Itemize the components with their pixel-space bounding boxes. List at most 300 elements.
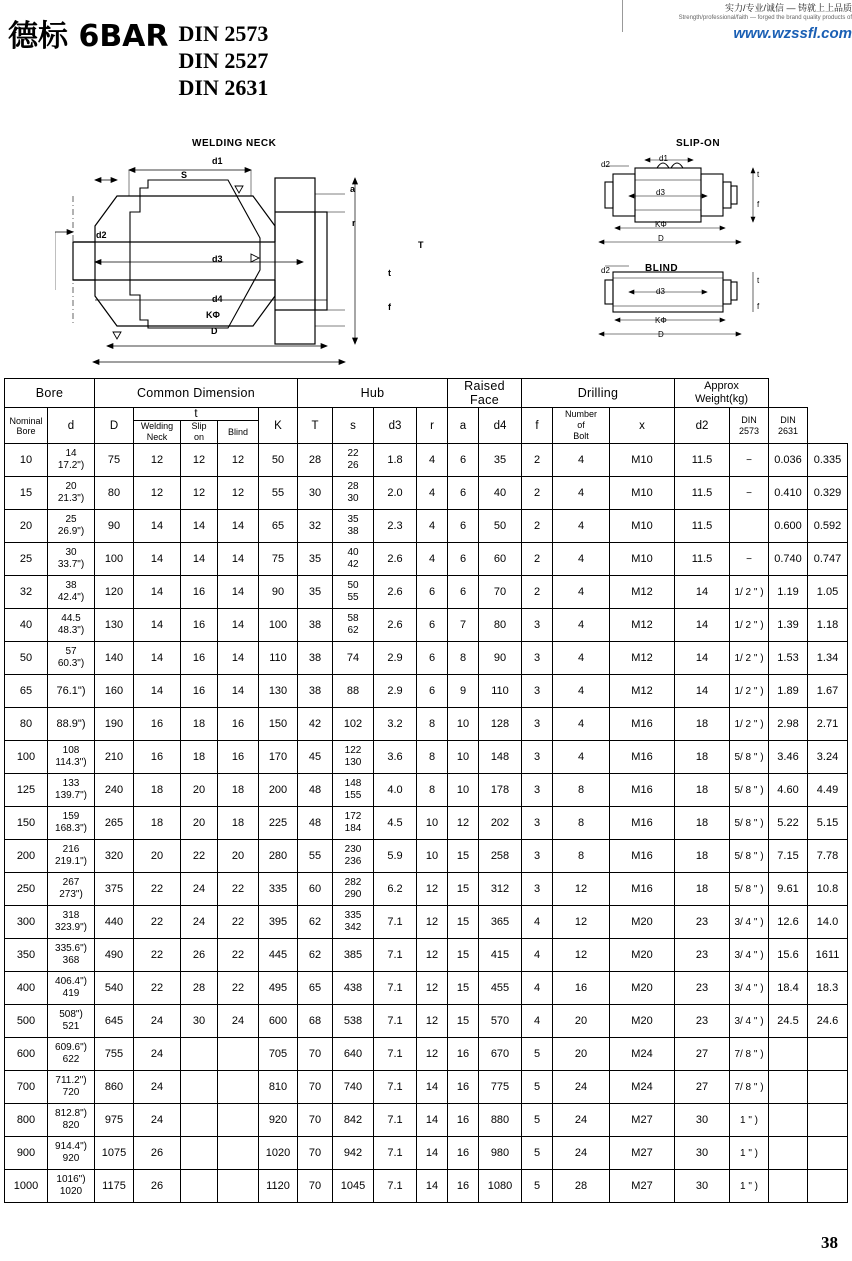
header-s: s <box>333 408 374 444</box>
header-t: t <box>134 408 259 421</box>
cell-d4: 455 <box>479 972 522 1005</box>
cell-r: 14 <box>417 1137 448 1170</box>
cell-f: 2 <box>522 444 553 477</box>
page-number: 38 <box>821 1233 838 1252</box>
cell-a: 15 <box>448 906 479 939</box>
cell-f: 3 <box>522 873 553 906</box>
cell-D: 80 <box>95 477 134 510</box>
header-x: x <box>610 408 675 444</box>
cell-f: 4 <box>522 1005 553 1038</box>
cell-weight-din2631: 5.15 <box>808 807 848 840</box>
cell-nominal-bore: 900 <box>5 1137 48 1170</box>
cell-T: 62 <box>298 906 333 939</box>
cell-t-slip-on: 26 <box>181 939 218 972</box>
cell-d2-inch: 3/ 4 " ) <box>730 1005 769 1038</box>
group-common-dimension: Common Dimension <box>95 379 298 408</box>
cell-t-welding-neck: 24 <box>134 1005 181 1038</box>
cell-t-slip-on: 28 <box>181 972 218 1005</box>
cell-t-blind <box>218 1137 259 1170</box>
cell-f: 3 <box>522 807 553 840</box>
flange-dimension-table <box>4 378 848 1203</box>
header-D: D <box>95 408 134 444</box>
so-label-K: KΦ <box>655 220 667 229</box>
cell-t-blind: 12 <box>218 444 259 477</box>
cell-K: 335 <box>259 873 298 906</box>
cell-t-welding-neck: 24 <box>134 1038 181 1071</box>
cell-r: 14 <box>417 1071 448 1104</box>
cell-K: 1020 <box>259 1137 298 1170</box>
cell-t-blind <box>218 1071 259 1104</box>
cell-d2: 18 <box>675 774 730 807</box>
cell-t-welding-neck: 14 <box>134 510 181 543</box>
so-label-d1: d1 <box>659 154 668 163</box>
wn-label-f: f <box>388 302 391 312</box>
cell-d4: 880 <box>479 1104 522 1137</box>
cell-nominal-bore: 300 <box>5 906 48 939</box>
cell-T: 60 <box>298 873 333 906</box>
cell-d3: 6.2 <box>374 873 417 906</box>
cell-weight-din2573: 0.600 <box>769 510 808 543</box>
cell-D: 1175 <box>95 1170 134 1203</box>
header-website-url: www.wzssfl.com <box>733 25 852 42</box>
cell-weight-din2631: 7.78 <box>808 840 848 873</box>
cell-x: M16 <box>610 774 675 807</box>
wn-label-d4: d4 <box>212 294 223 304</box>
cell-D: 375 <box>95 873 134 906</box>
cell-number-of-bolt: 24 <box>553 1137 610 1170</box>
cell-t-blind: 24 <box>218 1005 259 1038</box>
cell-f: 5 <box>522 1170 553 1203</box>
cell-number-of-bolt: 28 <box>553 1170 610 1203</box>
cell-d: 44.5 48.3") <box>48 609 95 642</box>
cell-d2-inch: 1/ 2 " ) <box>730 675 769 708</box>
cell-nominal-bore: 250 <box>5 873 48 906</box>
cell-weight-din2631: 1.67 <box>808 675 848 708</box>
cell-d2: 11.5 <box>675 510 730 543</box>
cell-s: 1045 <box>333 1170 374 1203</box>
cell-D: 140 <box>95 642 134 675</box>
cell-x: M12 <box>610 576 675 609</box>
cell-number-of-bolt: 4 <box>553 510 610 543</box>
cell-f: 4 <box>522 906 553 939</box>
cell-d3: 2.9 <box>374 675 417 708</box>
cell-T: 42 <box>298 708 333 741</box>
cell-t-welding-neck: 14 <box>134 576 181 609</box>
cell-d4: 80 <box>479 609 522 642</box>
cell-t-welding-neck: 14 <box>134 609 181 642</box>
cell-d4: 40 <box>479 477 522 510</box>
header-nominal-bore: Nominal Bore <box>5 408 48 444</box>
cell-nominal-bore: 150 <box>5 807 48 840</box>
cell-d2-inch: 3/ 4 " ) <box>730 972 769 1005</box>
table-row <box>5 1137 848 1170</box>
cell-r: 12 <box>417 939 448 972</box>
cell-f: 2 <box>522 477 553 510</box>
cell-t-blind <box>218 1170 259 1203</box>
wn-label-d3: d3 <box>212 254 223 264</box>
cell-d: 88.9") <box>48 708 95 741</box>
cell-d3: 2.6 <box>374 609 417 642</box>
cell-weight-din2573 <box>769 1071 808 1104</box>
cell-a: 6 <box>448 576 479 609</box>
cell-nominal-bore: 15 <box>5 477 48 510</box>
cell-d2-inch: 1/ 2 " ) <box>730 708 769 741</box>
cell-t-welding-neck: 16 <box>134 708 181 741</box>
cell-s: 74 <box>333 642 374 675</box>
cell-T: 55 <box>298 840 333 873</box>
cell-nominal-bore: 40 <box>5 609 48 642</box>
cell-r: 12 <box>417 906 448 939</box>
cell-s: 40 42 <box>333 543 374 576</box>
cell-t-blind: 16 <box>218 741 259 774</box>
cell-T: 48 <box>298 807 333 840</box>
cell-nominal-bore: 600 <box>5 1038 48 1071</box>
cell-d2: 11.5 <box>675 444 730 477</box>
cell-nominal-bore: 20 <box>5 510 48 543</box>
cell-t-slip-on: 16 <box>181 609 218 642</box>
cell-d2-inch: − <box>730 477 769 510</box>
cell-weight-din2631: 4.49 <box>808 774 848 807</box>
cell-weight-din2631: 0.329 <box>808 477 848 510</box>
cell-d2: 30 <box>675 1170 730 1203</box>
cell-nominal-bore: 200 <box>5 840 48 873</box>
cell-weight-din2631: 1611 <box>808 939 848 972</box>
cell-f: 3 <box>522 609 553 642</box>
cell-t-slip-on <box>181 1038 218 1071</box>
cell-number-of-bolt: 4 <box>553 576 610 609</box>
bl-label-K: KΦ <box>655 316 667 325</box>
table-row <box>5 1005 848 1038</box>
cell-d2: 30 <box>675 1137 730 1170</box>
cell-weight-din2631: 14.0 <box>808 906 848 939</box>
cell-nominal-bore: 125 <box>5 774 48 807</box>
cell-d4: 178 <box>479 774 522 807</box>
cell-d4: 670 <box>479 1038 522 1071</box>
blind-caption: BLIND <box>645 263 679 274</box>
header-T: T <box>298 408 333 444</box>
cell-x: M27 <box>610 1137 675 1170</box>
cell-weight-din2573 <box>769 1170 808 1203</box>
header-number-of-bolt: Number of Bolt <box>553 408 610 444</box>
cell-d2: 18 <box>675 873 730 906</box>
cell-a: 16 <box>448 1104 479 1137</box>
wn-label-d1: d1 <box>212 156 223 166</box>
cell-s: 740 <box>333 1071 374 1104</box>
cell-t-slip-on: 12 <box>181 477 218 510</box>
cell-s: 35 38 <box>333 510 374 543</box>
cell-d3: 2.3 <box>374 510 417 543</box>
cell-K: 1120 <box>259 1170 298 1203</box>
cell-d2-inch: 1 " ) <box>730 1137 769 1170</box>
cell-r: 4 <box>417 543 448 576</box>
cell-s: 282 290 <box>333 873 374 906</box>
cell-d3: 7.1 <box>374 939 417 972</box>
cell-r: 6 <box>417 609 448 642</box>
cell-d4: 110 <box>479 675 522 708</box>
cell-a: 16 <box>448 1170 479 1203</box>
cell-D: 975 <box>95 1104 134 1137</box>
cell-nominal-bore: 1000 <box>5 1170 48 1203</box>
cell-x: M16 <box>610 708 675 741</box>
cell-t-slip-on: 18 <box>181 708 218 741</box>
cell-a: 8 <box>448 642 479 675</box>
cell-s: 438 <box>333 972 374 1005</box>
table-row <box>5 939 848 972</box>
bl-label-t: t <box>757 276 760 285</box>
cell-x: M20 <box>610 906 675 939</box>
cell-K: 445 <box>259 939 298 972</box>
cell-d2: 18 <box>675 741 730 774</box>
cell-T: 45 <box>298 741 333 774</box>
cell-t-welding-neck: 24 <box>134 1071 181 1104</box>
cell-t-blind: 22 <box>218 873 259 906</box>
bl-label-d2: d2 <box>601 266 610 275</box>
table-row <box>5 642 848 675</box>
cell-d4: 980 <box>479 1137 522 1170</box>
cell-d3: 2.0 <box>374 477 417 510</box>
cell-t-slip-on: 20 <box>181 807 218 840</box>
cell-r: 10 <box>417 807 448 840</box>
cell-x: M16 <box>610 873 675 906</box>
standard-2: DIN 2527 <box>178 48 269 73</box>
cell-weight-din2631 <box>808 1170 848 1203</box>
cell-d2: 18 <box>675 840 730 873</box>
cell-T: 70 <box>298 1071 333 1104</box>
cell-d: 812.8") 820 <box>48 1104 95 1137</box>
cell-weight-din2631: 0.335 <box>808 444 848 477</box>
cell-r: 6 <box>417 642 448 675</box>
group-approx-weight: Approx Weight(kg) <box>675 379 769 408</box>
cell-x: M12 <box>610 609 675 642</box>
cell-d3: 3.6 <box>374 741 417 774</box>
so-label-D: D <box>658 234 664 243</box>
welding-neck-caption: WELDING NECK <box>192 138 277 149</box>
cell-T: 30 <box>298 477 333 510</box>
cell-a: 9 <box>448 675 479 708</box>
header-t-blind: Blind <box>218 421 259 444</box>
cell-nominal-bore: 400 <box>5 972 48 1005</box>
cell-D: 240 <box>95 774 134 807</box>
cell-s: 50 55 <box>333 576 374 609</box>
cell-d2-inch: 7/ 8 " ) <box>730 1038 769 1071</box>
cell-t-slip-on: 22 <box>181 840 218 873</box>
cell-weight-din2573 <box>769 1137 808 1170</box>
table-row <box>5 675 848 708</box>
cell-nominal-bore: 350 <box>5 939 48 972</box>
cell-D: 1075 <box>95 1137 134 1170</box>
cell-weight-din2631: 3.24 <box>808 741 848 774</box>
cell-t-slip-on: 14 <box>181 510 218 543</box>
cell-D: 490 <box>95 939 134 972</box>
cell-d2-inch: 5/ 8 " ) <box>730 741 769 774</box>
cell-t-welding-neck: 24 <box>134 1104 181 1137</box>
table-row <box>5 972 848 1005</box>
cell-nominal-bore: 700 <box>5 1071 48 1104</box>
cell-K: 600 <box>259 1005 298 1038</box>
cell-number-of-bolt: 24 <box>553 1104 610 1137</box>
table-row <box>5 1071 848 1104</box>
cell-T: 62 <box>298 939 333 972</box>
cell-nominal-bore: 50 <box>5 642 48 675</box>
cell-d: 76.1") <box>48 675 95 708</box>
cell-number-of-bolt: 8 <box>553 840 610 873</box>
table-row <box>5 609 848 642</box>
cell-weight-din2573: 0.036 <box>769 444 808 477</box>
table-row <box>5 477 848 510</box>
cell-number-of-bolt: 4 <box>553 741 610 774</box>
cell-number-of-bolt: 12 <box>553 906 610 939</box>
cell-weight-din2573: 2.98 <box>769 708 808 741</box>
cell-d: 711.2") 720 <box>48 1071 95 1104</box>
cell-nominal-bore: 100 <box>5 741 48 774</box>
cell-weight-din2631: 0.747 <box>808 543 848 576</box>
cell-x: M27 <box>610 1170 675 1203</box>
cell-d4: 570 <box>479 1005 522 1038</box>
cell-weight-din2573: 12.6 <box>769 906 808 939</box>
cell-K: 280 <box>259 840 298 873</box>
cell-T: 38 <box>298 675 333 708</box>
cell-f: 5 <box>522 1104 553 1137</box>
slip-on-caption: SLIP-ON <box>676 138 721 149</box>
cell-f: 4 <box>522 972 553 1005</box>
wn-label-D: D <box>211 326 218 336</box>
cell-t-blind: 18 <box>218 807 259 840</box>
cell-f: 5 <box>522 1137 553 1170</box>
wn-label-S: S <box>181 170 188 180</box>
so-label-t: t <box>757 170 760 179</box>
cell-T: 48 <box>298 774 333 807</box>
cell-d: 914.4") 920 <box>48 1137 95 1170</box>
cell-t-welding-neck: 14 <box>134 675 181 708</box>
table-row <box>5 873 848 906</box>
so-label-f: f <box>757 200 760 209</box>
cell-d2: 14 <box>675 576 730 609</box>
cell-x: M20 <box>610 1005 675 1038</box>
cell-number-of-bolt: 16 <box>553 972 610 1005</box>
cell-a: 6 <box>448 477 479 510</box>
cell-d2-inch: − <box>730 543 769 576</box>
cell-d3: 7.1 <box>374 1170 417 1203</box>
cell-d: 318 323.9") <box>48 906 95 939</box>
cell-a: 10 <box>448 741 479 774</box>
cell-T: 38 <box>298 642 333 675</box>
cell-d4: 148 <box>479 741 522 774</box>
cell-d2-inch: 5/ 8 " ) <box>730 807 769 840</box>
cell-x: M12 <box>610 642 675 675</box>
cell-d4: 775 <box>479 1071 522 1104</box>
cell-D: 265 <box>95 807 134 840</box>
cell-number-of-bolt: 20 <box>553 1005 610 1038</box>
cell-d4: 90 <box>479 642 522 675</box>
cell-s: 230 236 <box>333 840 374 873</box>
cell-r: 12 <box>417 972 448 1005</box>
cell-a: 15 <box>448 972 479 1005</box>
cell-t-blind: 16 <box>218 708 259 741</box>
cell-d: 14 17.2") <box>48 444 95 477</box>
cell-number-of-bolt: 4 <box>553 708 610 741</box>
cell-t-blind: 20 <box>218 840 259 873</box>
cell-t-welding-neck: 12 <box>134 444 181 477</box>
cell-t-slip-on: 16 <box>181 675 218 708</box>
cell-number-of-bolt: 4 <box>553 675 610 708</box>
slip-on-drawing <box>585 152 795 252</box>
so-label-d2: d2 <box>601 160 610 169</box>
cell-f: 2 <box>522 510 553 543</box>
cell-r: 6 <box>417 576 448 609</box>
cell-d4: 415 <box>479 939 522 972</box>
cell-d4: 365 <box>479 906 522 939</box>
cell-d2-inch: 1/ 2 " ) <box>730 576 769 609</box>
cell-number-of-bolt: 4 <box>553 444 610 477</box>
cell-D: 130 <box>95 609 134 642</box>
cell-t-blind: 14 <box>218 675 259 708</box>
cell-T: 70 <box>298 1038 333 1071</box>
cell-K: 495 <box>259 972 298 1005</box>
cell-d4: 60 <box>479 543 522 576</box>
cell-d3: 5.9 <box>374 840 417 873</box>
wn-label-K: KΦ <box>206 310 220 320</box>
table-row <box>5 708 848 741</box>
standard-1: DIN 2573 <box>178 21 269 46</box>
table-subheader-row-1 <box>5 408 848 421</box>
cell-s: 640 <box>333 1038 374 1071</box>
cell-D: 755 <box>95 1038 134 1071</box>
cell-f: 2 <box>522 576 553 609</box>
cell-t-blind: 14 <box>218 510 259 543</box>
cell-r: 4 <box>417 444 448 477</box>
table-row <box>5 543 848 576</box>
cell-d3: 7.1 <box>374 1038 417 1071</box>
cell-t-blind: 22 <box>218 906 259 939</box>
cell-number-of-bolt: 12 <box>553 873 610 906</box>
group-drilling: Drilling <box>522 379 675 408</box>
table-row <box>5 444 848 477</box>
cell-d3: 4.5 <box>374 807 417 840</box>
cell-s: 88 <box>333 675 374 708</box>
cell-d: 20 21.3") <box>48 477 95 510</box>
group-hub: Hub <box>298 379 448 408</box>
wn-label-t: t <box>388 268 391 278</box>
cell-d: 30 33.7") <box>48 543 95 576</box>
cell-s: 148 155 <box>333 774 374 807</box>
cell-r: 10 <box>417 840 448 873</box>
cell-t-blind: 22 <box>218 939 259 972</box>
cell-weight-din2631: 1.18 <box>808 609 848 642</box>
cell-d2: 23 <box>675 972 730 1005</box>
header-d4: d4 <box>479 408 522 444</box>
cell-f: 3 <box>522 642 553 675</box>
cell-weight-din2573: 15.6 <box>769 939 808 972</box>
cell-d: 267 273") <box>48 873 95 906</box>
cell-nominal-bore: 65 <box>5 675 48 708</box>
cell-d3: 2.6 <box>374 576 417 609</box>
cell-r: 12 <box>417 1005 448 1038</box>
cell-t-slip-on: 16 <box>181 642 218 675</box>
cell-d3: 7.1 <box>374 972 417 1005</box>
cell-s: 335 342 <box>333 906 374 939</box>
cell-t-welding-neck: 18 <box>134 807 181 840</box>
cell-T: 68 <box>298 1005 333 1038</box>
table-row <box>5 576 848 609</box>
cell-D: 210 <box>95 741 134 774</box>
cell-K: 100 <box>259 609 298 642</box>
cell-weight-din2631: 1.05 <box>808 576 848 609</box>
cell-K: 920 <box>259 1104 298 1137</box>
cell-d: 25 26.9") <box>48 510 95 543</box>
cell-d: 335.6") 368 <box>48 939 95 972</box>
cell-f: 2 <box>522 543 553 576</box>
cell-T: 70 <box>298 1170 333 1203</box>
